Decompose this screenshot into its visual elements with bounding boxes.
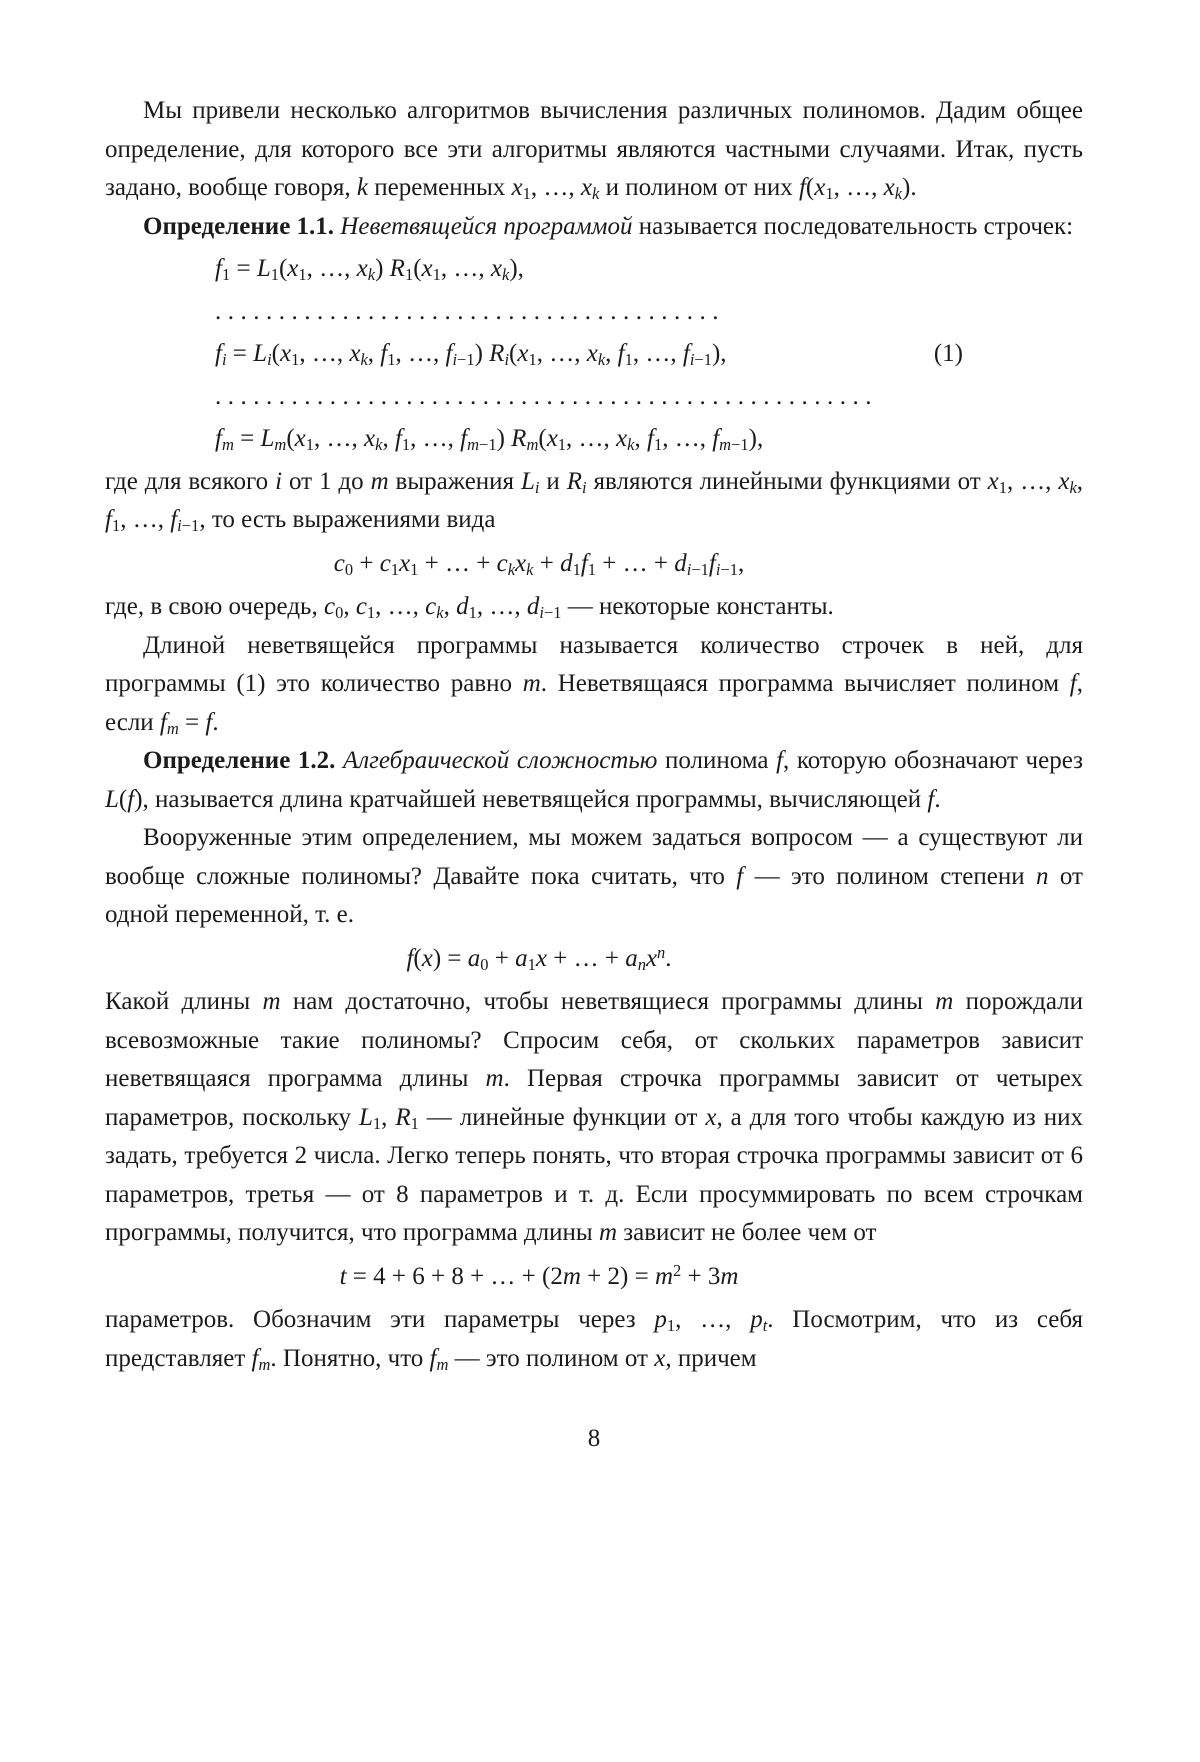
- paragraph-intro: Мы привели несколько алгоритмов вычисления различных полиномов. Дадим общее определение, для которого все эти алгоритмы являются частными случаями. Итак, пусть задано, вообще говоря, k переменных $x_1$, …, $x_k$ и полином от них $f(x_1$, …, $x_k$).: [105, 97, 1083, 204]
- display-equation-linear-form: $c_0 + c_1x_1$ + … + $c_kx_k + d_1f_1$ + … + $d_{i-1}f_{i-1}$,: [333, 549, 745, 579]
- display-equation-t-sum: t = 4 + 6 + 8 + … + $(2m + 2) = m^2 + 3m$: [339, 1260, 739, 1290]
- paragraph-armed-with-definition: Вооруженные этим определением, мы можем задаться вопросом — а существуют ли вообще сложные полиномы? Давайте пока считать, что f — это полином степени n от одной переменной, т. е.: [105, 824, 1083, 928]
- display-equation-f1: $f_1 = L_1(x_1$, …, $x_k$) $R_1(x_1$, …, $x_k$),: [215, 255, 524, 285]
- equation-body: $f_i = L_i(x_1$, …, $x_k$, $f_1$, …, $f_{i-1}$) $R_i(x_1$, …, $x_k$, $f_1$, …, $f_{i-1}$),: [215, 340, 727, 370]
- content-column: [105, 92, 1083, 1459]
- paragraph-where-linear: где для всякого i от 1 до m выражения $L_i$ и $R_i$ являются линейными функциями от $x_1$, …, $x_k$, $f_1$, …, $f_{i-1}$, то есть выражениями вида: [105, 467, 1084, 536]
- ellipsis-dots-row: ........................................: [215, 297, 725, 325]
- paragraph-program-length: Длиной неветвящейся программы называется количество строчек в ней, для программы (1) это количество равно m. Неветвящаяся программа вычисляет полином f, если $f_m = f$.: [105, 631, 1083, 738]
- display-equation-polynomial: $f(x) = a_0 + a_1x$ + … + $a_nx^n$.: [406, 942, 672, 974]
- page-number: 8: [587, 1425, 601, 1452]
- display-equation-fm: $f_m = L_m(x_1$, …, $x_k$, $f_1$, …, $f_{m-1}$) $R_m(x_1$, …, $x_k$, $f_1$, …, $f_{m-1}$),: [215, 425, 764, 455]
- paragraph-definition-1-1: Определение 1.1. Неветвящейся программой называется последовательность строчек:: [143, 212, 1074, 240]
- equation-number: (1): [933, 340, 963, 367]
- ellipsis-dots-row: ....................................................: [215, 382, 878, 410]
- paragraph-parameters-denote: параметров. Обозначим эти параметры через $p_1$, …, $p_t$. Посмотрим, что из себя представляет $f_m$. Понятно, что $f_m$ — это полином от x, причем: [105, 1306, 1083, 1374]
- display-equation-fi: [105, 335, 1083, 374]
- paragraph-constants: где, в свою очередь, $c_0$, $c_1$, …, $c_k$, $d_1$, …, $d_{i-1}$ — некоторые константы.: [105, 593, 834, 623]
- paragraph-definition-1-2: Определение 1.2. Алгебраической сложностью полинома f, которую обозначают через L(f), называется длина кратчайшей неветвящейся программы, вычисляющей f.: [105, 747, 1084, 813]
- paragraph-parameters-count: Какой длины m нам достаточно, чтобы неветвящиеся программы длины m порождали всевозможные такие полиномы? Спросим себя, от скольких параметров зависит неветвящаяся программа длины m. Первая строчка программы зависит от четырех параметров, поскольку $L_1$, $R_1$ — линейные функции от x, а для того чтобы каждую из них задать, требуется 2 числа. Легко теперь понять, что вторая строчка программы зависит от 6 параметров, третья — от 8 параметров и т. д. Если просуммировать по всем строчкам программы, получится, что программа длины m зависит не более чем от: [105, 988, 1083, 1246]
